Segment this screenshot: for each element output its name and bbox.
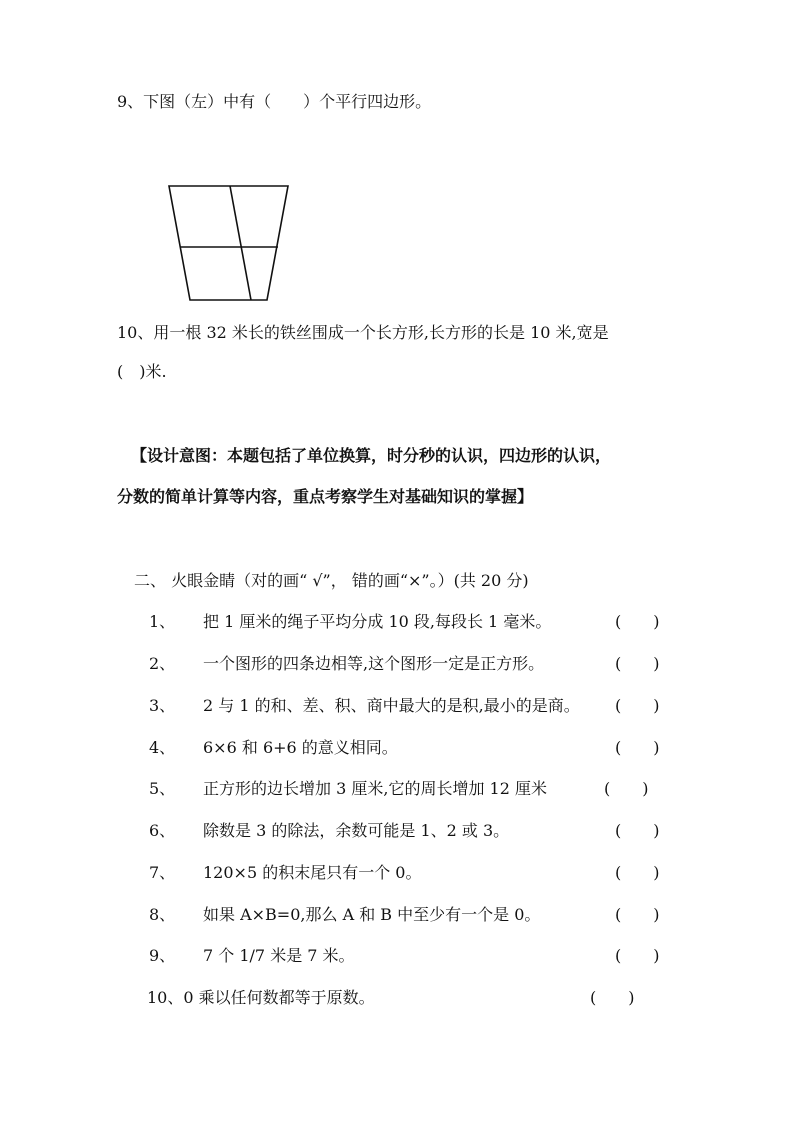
item-text: 7 个 1/7 米是 7 米。 xyxy=(203,946,355,965)
item-number: 3、 xyxy=(149,696,176,715)
item-text: 120×5 的积末尾只有一个 0。 xyxy=(203,863,422,882)
design-intent-line2: 分数的简单计算等内容，重点考察学生对基础知识的掌握】 xyxy=(117,487,534,506)
answer-blank[interactable]: ( ) xyxy=(615,946,660,965)
trapezoid-outline xyxy=(169,186,288,300)
item-number: 5、 xyxy=(149,779,176,798)
trapezoid-figure xyxy=(160,178,300,308)
item-number: 7、 xyxy=(149,863,176,882)
item-text: 如果 A×B=0,那么 A 和 B 中至少有一个是 0。 xyxy=(203,905,541,924)
item-number: 8、 xyxy=(149,905,176,924)
item-text: 2 与 1 的和、差、积、商中最大的是积,最小的是商。 xyxy=(203,696,580,715)
answer-blank[interactable]: ( ) xyxy=(615,905,660,924)
item-number: 2、 xyxy=(149,654,176,673)
item-text: 正方形的边长增加 3 厘米,它的周长增加 12 厘米 xyxy=(203,779,547,798)
item-number: 4、 xyxy=(149,738,176,757)
answer-blank[interactable]: ( ) xyxy=(590,988,635,1007)
item-text: 一个图形的四条边相等,这个图形一定是正方形。 xyxy=(203,654,545,673)
answer-blank[interactable]: ( ) xyxy=(615,821,660,840)
answer-blank[interactable]: ( ) xyxy=(615,612,660,631)
answer-blank[interactable]: ( ) xyxy=(615,738,660,757)
question-10-line1: 10、用一根 32 米长的铁丝围成一个长方形,长方形的长是 10 米,宽是 xyxy=(117,323,609,342)
item-text: 6×6 和 6+6 的意义相同。 xyxy=(203,738,398,757)
answer-blank[interactable]: ( ) xyxy=(615,863,660,882)
answer-blank[interactable]: ( ) xyxy=(615,654,660,673)
question-9: 9、下图（左）中有（ ）个平行四边形。 xyxy=(117,92,432,111)
item-number: 9、 xyxy=(149,946,176,965)
design-intent-line1: 【设计意图：本题包括了单位换算，时分秒的认识，四边形的认识， xyxy=(131,446,612,465)
section-2-heading: 二、 火眼金睛（对的画“ √”， 错的画“×”。）(共 20 分) xyxy=(134,571,529,590)
item-number: 6、 xyxy=(149,821,176,840)
item-text: 除数是 3 的除法，余数可能是 1、2 或 3。 xyxy=(203,821,510,840)
answer-blank[interactable]: ( ) xyxy=(615,696,660,715)
answer-blank[interactable]: ( ) xyxy=(604,779,649,798)
item-text: 把 1 厘米的绳子平均分成 10 段,每段长 1 毫米。 xyxy=(203,612,552,631)
item-number: 1、 xyxy=(149,612,176,631)
question-10-line2: ( )米. xyxy=(117,362,167,381)
slanted-divider xyxy=(230,186,251,300)
item-text: 10、0 乘以任何数都等于原数。 xyxy=(147,988,375,1007)
